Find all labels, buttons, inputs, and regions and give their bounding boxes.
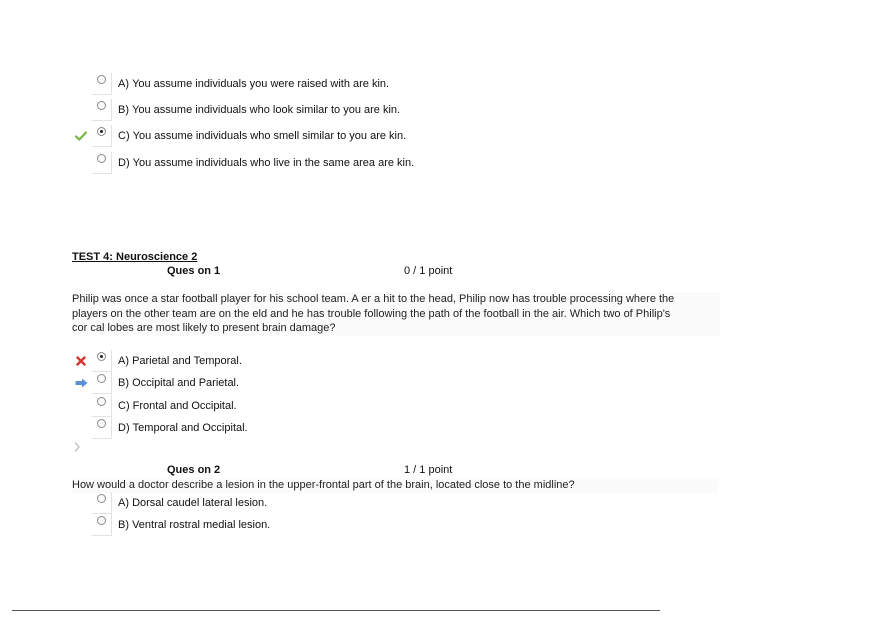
option-row[interactable] xyxy=(72,372,239,394)
option-text: You assume individuals who look similar to you are kin. xyxy=(132,104,401,116)
test-title: TEST 4: Neuroscience 2 xyxy=(72,251,198,263)
option-row[interactable] xyxy=(72,350,242,372)
option-letter: A) xyxy=(118,497,129,509)
option-text: Dorsal caudel lateral lesion. xyxy=(132,497,268,509)
radio-button[interactable] xyxy=(97,352,106,361)
chevron-right-icon[interactable] xyxy=(73,440,81,458)
option-text: Occipital and Parietal. xyxy=(132,377,240,389)
option-text: You assume individuals who live in the same area are kin. xyxy=(132,157,415,169)
option-mark xyxy=(72,516,90,534)
radio-button[interactable] xyxy=(97,75,106,84)
option-mark xyxy=(72,419,90,437)
option-letter: A) xyxy=(118,355,129,367)
option-mark xyxy=(72,397,90,415)
question-text: How would a doctor describe a lesion in the upper-frontal part of the brain, located close to the midline? xyxy=(72,478,718,493)
page-divider xyxy=(12,610,660,611)
question-text-line: Philip was once a star football player for his school team. A er a hit to the head, Philip now has trouble processing where the xyxy=(72,293,675,305)
option-text: You assume individuals who smell similar to you are kin. xyxy=(132,130,407,142)
question-text-line: players on the other team are on the eld and he has trouble following the path of the football in the air. Which two of Philip's xyxy=(72,307,671,320)
option-letter: C) xyxy=(118,400,130,412)
option-letter: B) xyxy=(118,104,129,116)
option-row[interactable] xyxy=(72,395,237,417)
radio-button[interactable] xyxy=(97,154,106,163)
question-text-line: cor cal lobes are most likely to present brain damage? xyxy=(72,322,336,334)
option-text: You assume individuals you were raised with are kin. xyxy=(132,78,390,90)
option-letter: B) xyxy=(118,377,129,389)
option-mark xyxy=(72,494,90,512)
option-text: Ventral rostral medial lesion. xyxy=(132,519,271,531)
option-row[interactable] xyxy=(72,514,270,536)
option-row[interactable] xyxy=(72,99,400,121)
option-letter: B) xyxy=(118,519,129,531)
option-row[interactable] xyxy=(72,417,248,439)
radio-button[interactable] xyxy=(97,516,106,525)
option-row[interactable] xyxy=(72,73,389,95)
option-letter: D) xyxy=(118,157,130,169)
radio-button[interactable] xyxy=(97,101,106,110)
option-text: Temporal and Occipital. xyxy=(132,422,248,434)
option-row[interactable] xyxy=(72,152,414,174)
question-label: Ques on 2 xyxy=(167,464,221,476)
option-mark xyxy=(72,101,90,119)
option-row[interactable] xyxy=(72,492,267,514)
option-text: Frontal and Occipital. xyxy=(132,400,237,412)
question-text xyxy=(72,292,720,336)
radio-button[interactable] xyxy=(97,397,106,406)
arrow-icon xyxy=(72,374,90,392)
check-icon xyxy=(72,127,90,145)
cross-icon xyxy=(72,352,90,370)
option-letter: C) xyxy=(118,130,130,142)
question-points: 0 / 1 point xyxy=(404,265,453,277)
question-label: Ques on 1 xyxy=(167,265,221,277)
option-mark xyxy=(72,154,90,172)
option-row[interactable] xyxy=(72,125,406,147)
option-letter: A) xyxy=(118,78,129,90)
option-letter: D) xyxy=(118,422,130,434)
question-points: 1 / 1 point xyxy=(404,464,453,476)
radio-button[interactable] xyxy=(97,419,106,428)
radio-button[interactable] xyxy=(97,494,106,503)
option-mark xyxy=(72,75,90,93)
radio-button[interactable] xyxy=(97,374,106,383)
radio-button[interactable] xyxy=(97,127,106,136)
option-text: Parietal and Temporal. xyxy=(132,355,242,367)
